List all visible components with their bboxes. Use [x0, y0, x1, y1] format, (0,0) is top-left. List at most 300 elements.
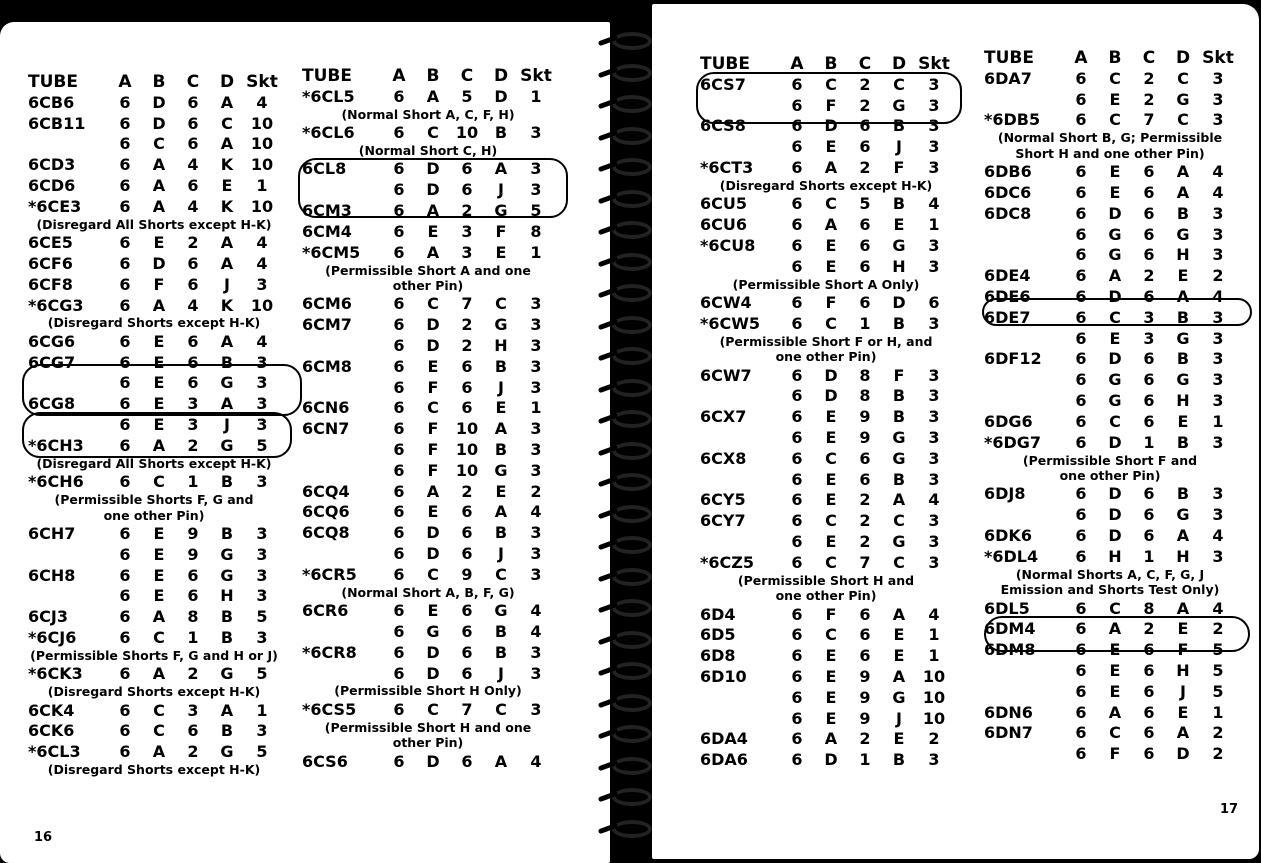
table-row [984, 369, 1236, 390]
spiral-ring [610, 345, 654, 367]
header-skt: Skt [520, 66, 552, 86]
cell-s: 2 [1212, 266, 1224, 286]
cell-d: J [896, 137, 902, 157]
cell-b: E [1109, 162, 1121, 182]
cell-s: 3 [256, 274, 268, 294]
cell-s: 4 [530, 751, 542, 771]
cell-a: 6 [1075, 287, 1087, 307]
cell-d: B [892, 750, 906, 770]
cell-b: C [1109, 307, 1121, 327]
cell-s: 3 [530, 663, 542, 683]
table-row [984, 224, 1236, 245]
header-d: D [493, 66, 509, 86]
tube-name: *6CE3 [28, 196, 82, 216]
table-row [984, 349, 1236, 370]
cell-c: 9 [859, 407, 871, 427]
cell-c: 6 [859, 116, 871, 136]
cell-c: 6 [1143, 162, 1155, 182]
cell-a: 6 [1075, 224, 1087, 244]
table-row [302, 86, 554, 107]
tube-name: 6CS7 [700, 74, 746, 94]
tube-name: *6CL3 [28, 742, 81, 762]
tube-name: 6DJ8 [984, 484, 1026, 504]
cell-c: 2 [1143, 266, 1155, 286]
cell-b: D [1108, 484, 1122, 504]
cell-s: 1 [530, 398, 542, 418]
cell-a: 6 [791, 95, 803, 115]
spiral-ring [610, 818, 654, 840]
cell-d: G [892, 95, 906, 115]
tube-name: 6CN7 [302, 419, 350, 439]
cell-b: D [1108, 505, 1122, 525]
cell-c: 2 [187, 664, 199, 684]
cell-b: E [153, 544, 165, 564]
cell-a: 6 [791, 158, 803, 178]
table-row [302, 439, 554, 460]
tube-name: 6CK6 [28, 721, 75, 741]
cell-b: E [427, 356, 439, 376]
header-skt: Skt [1202, 48, 1234, 68]
cell-b: G [426, 621, 440, 641]
column-header [700, 52, 952, 74]
cell-c: 6 [187, 373, 199, 393]
tube-name: 6DM8 [984, 640, 1036, 660]
header-c: C [186, 72, 200, 92]
header-c: C [1142, 48, 1156, 68]
cell-c: 1 [1143, 546, 1155, 566]
table-row [302, 242, 554, 263]
cell-s: 3 [928, 511, 940, 531]
cell-a: 6 [791, 256, 803, 276]
tube-name: *6CL6 [302, 123, 355, 143]
cell-c: 6 [461, 544, 473, 564]
tube-name: 6D4 [700, 604, 736, 624]
cell-b: E [427, 601, 439, 621]
cell-d: A [892, 667, 906, 687]
tube-name: *6DL4 [984, 546, 1039, 566]
cell-a: 6 [393, 336, 405, 356]
tube-name: 6CM6 [302, 294, 352, 314]
cell-s: 4 [1212, 598, 1224, 618]
cell-s: 8 [530, 221, 542, 241]
table-row [984, 639, 1236, 660]
cell-c: 6 [187, 274, 199, 294]
cell-c: 2 [859, 158, 871, 178]
cell-d: E [893, 625, 905, 645]
header-tube: TUBE [700, 54, 750, 74]
cell-s: 10 [922, 667, 946, 687]
tube-name: 6CH7 [28, 523, 76, 543]
cell-a: 6 [119, 113, 131, 133]
cell-d: J [224, 274, 230, 294]
table-row [302, 564, 554, 585]
cell-b: F [825, 95, 837, 115]
tube-name: 6CD6 [28, 176, 76, 196]
cell-b: D [152, 113, 166, 133]
cell-b: C [427, 294, 439, 314]
cell-d: H [1176, 546, 1190, 566]
tube-name: 6DA7 [984, 68, 1032, 88]
spiral-ring [610, 534, 654, 556]
table-row [700, 749, 952, 770]
cell-s: 3 [1212, 391, 1224, 411]
cell-s: 3 [1212, 110, 1224, 130]
table-row [302, 751, 554, 772]
cell-a: 6 [119, 586, 131, 606]
cell-c: 8 [187, 607, 199, 627]
cell-d: G [494, 201, 508, 221]
cell-d: A [892, 490, 906, 510]
cell-b: F [153, 274, 165, 294]
tube-note: (Permissible Short H and one other Pin) [324, 719, 532, 751]
cell-b: C [825, 313, 837, 333]
cell-d: B [494, 523, 508, 543]
header-d: D [1175, 48, 1191, 68]
cell-a: 6 [119, 721, 131, 741]
cell-a: 6 [393, 621, 405, 641]
spiral-ring [610, 282, 654, 304]
cell-c: 7 [461, 699, 473, 719]
cell-a: 6 [119, 373, 131, 393]
cell-c: 6 [461, 159, 473, 179]
cell-c: 9 [859, 667, 871, 687]
cell-d: C [893, 511, 905, 531]
cell-d: B [220, 607, 234, 627]
cell-c: 6 [1143, 391, 1155, 411]
cell-s: 3 [928, 469, 940, 489]
tube-name: 6CM4 [302, 221, 352, 241]
cell-b: E [825, 137, 837, 157]
cell-b: D [1108, 526, 1122, 546]
cell-d: G [892, 448, 906, 468]
cell-a: 6 [1075, 661, 1087, 681]
cell-s: 3 [1212, 370, 1224, 390]
cell-s: 3 [256, 586, 268, 606]
header-b: B [824, 54, 838, 74]
cell-a: 6 [1075, 349, 1087, 369]
cell-b: A [426, 481, 440, 501]
cell-d: B [892, 116, 906, 136]
cell-b: D [426, 159, 440, 179]
cell-s: 3 [1212, 224, 1224, 244]
cell-b: E [1109, 661, 1121, 681]
cell-d: E [893, 215, 905, 235]
tube-name: 6DL5 [984, 598, 1030, 618]
cell-c: 2 [859, 729, 871, 749]
cell-b: D [152, 92, 166, 112]
spiral-ring [610, 156, 654, 178]
cell-a: 6 [791, 74, 803, 94]
tube-name: *6DB5 [984, 110, 1041, 130]
header-a: A [1074, 48, 1088, 68]
table-row [302, 200, 554, 221]
cell-s: 5 [256, 607, 268, 627]
cell-c: 6 [1143, 723, 1155, 743]
table-row [984, 681, 1236, 702]
cell-s: 3 [530, 123, 542, 143]
cell-d: A [1176, 162, 1190, 182]
tube-name: 6CW7 [700, 365, 752, 385]
tube-name: 6CX7 [700, 407, 747, 427]
spiral-ring [610, 377, 654, 399]
cell-c: 6 [461, 663, 473, 683]
cell-s: 4 [1212, 287, 1224, 307]
cell-a: 6 [1075, 702, 1087, 722]
cell-d: E [1177, 702, 1189, 722]
cell-c: 3 [461, 221, 473, 241]
tube-note: (Permissible Short F or H, and one other Pin) [719, 333, 933, 365]
cell-a: 6 [119, 253, 131, 273]
table-row [28, 523, 280, 544]
cell-b: A [824, 215, 838, 235]
cell-b: C [427, 398, 439, 418]
cell-d: J [498, 663, 504, 683]
tube-name: 6CN6 [302, 398, 350, 418]
cell-c: 6 [1143, 411, 1155, 431]
table-row [984, 723, 1236, 744]
cell-a: 6 [119, 627, 131, 647]
cell-s: 3 [928, 532, 940, 552]
cell-b: C [1109, 68, 1121, 88]
cell-c: 6 [1143, 245, 1155, 265]
cell-b: E [153, 373, 165, 393]
table-row [28, 92, 280, 113]
cell-a: 6 [791, 137, 803, 157]
cell-a: 6 [119, 472, 131, 492]
cell-s: 5 [1212, 640, 1224, 660]
table-row [302, 481, 554, 502]
column-header [28, 70, 280, 92]
cell-d: G [220, 565, 234, 585]
header-tube: TUBE [28, 72, 78, 92]
cell-b: D [1108, 203, 1122, 223]
cell-b: D [824, 365, 838, 385]
cell-b: E [825, 428, 837, 448]
cell-d: J [498, 377, 504, 397]
cell-d: B [1176, 349, 1190, 369]
tube-name: 6CB6 [28, 92, 75, 112]
cell-s: 4 [256, 233, 268, 253]
cell-s: 3 [530, 159, 542, 179]
cell-d: F [495, 221, 507, 241]
tube-name: 6DB6 [984, 162, 1032, 182]
table-row [302, 122, 554, 143]
table-row [28, 700, 280, 721]
cell-s: 3 [928, 95, 940, 115]
cell-d: B [892, 407, 906, 427]
cell-c: 6 [461, 356, 473, 376]
table-row [28, 196, 280, 217]
cell-d: A [1176, 598, 1190, 618]
cell-s: 3 [928, 158, 940, 178]
cell-c: 6 [187, 721, 199, 741]
cell-d: G [494, 315, 508, 335]
table-row [302, 294, 554, 315]
cell-c: 1 [187, 472, 199, 492]
cell-a: 6 [1075, 546, 1087, 566]
cell-s: 1 [1212, 702, 1224, 722]
cell-d: B [494, 356, 508, 376]
cell-a: 6 [393, 419, 405, 439]
tube-note: (Permissible Short H Only) [334, 683, 522, 699]
cell-d: D [892, 293, 906, 313]
cell-d: G [1176, 224, 1190, 244]
cell-a: 6 [1075, 744, 1087, 764]
cell-b: E [153, 352, 165, 372]
cell-c: 2 [461, 315, 473, 335]
cell-a: 6 [393, 221, 405, 241]
table-row [28, 544, 280, 565]
table-row [984, 390, 1236, 411]
table-row [302, 522, 554, 543]
cell-s: 3 [530, 180, 542, 200]
cell-c: 6 [1143, 484, 1155, 504]
cell-c: 1 [859, 313, 871, 333]
cell-c: 9 [859, 687, 871, 707]
spiral-ring [610, 188, 654, 210]
cell-a: 6 [791, 215, 803, 235]
table-row [302, 314, 554, 335]
tube-name: *6CT3 [700, 158, 754, 178]
table-row [984, 619, 1236, 640]
cell-s: 3 [928, 386, 940, 406]
table-row [700, 448, 952, 469]
table-row [28, 134, 280, 155]
cell-b: E [825, 708, 837, 728]
tube-note: (Disregard Shorts except H-K) [47, 315, 261, 331]
cell-c: 6 [1143, 505, 1155, 525]
table-row [700, 666, 952, 687]
cell-s: 4 [530, 601, 542, 621]
cell-b: D [1108, 432, 1122, 452]
table-row [984, 68, 1236, 89]
cell-b: E [153, 523, 165, 543]
cell-s: 1 [928, 625, 940, 645]
header-d: D [891, 54, 907, 74]
table-row [28, 352, 280, 373]
cell-s: 3 [256, 523, 268, 543]
cell-b: G [1108, 224, 1122, 244]
cell-d: A [494, 502, 508, 522]
table-row [28, 585, 280, 606]
cell-c: 3 [187, 700, 199, 720]
table-row [700, 708, 952, 729]
cell-d: G [494, 460, 508, 480]
table-row [700, 256, 952, 277]
cell-b: E [825, 687, 837, 707]
tube-note: (Disregard Shorts except H-K) [719, 177, 933, 193]
table-row [28, 274, 280, 295]
cell-c: 6 [187, 176, 199, 196]
cell-c: 2 [1143, 619, 1155, 639]
tube-name: 6CX8 [700, 448, 747, 468]
cell-b: E [153, 565, 165, 585]
table-row [302, 377, 554, 398]
cell-c: 7 [461, 294, 473, 314]
cell-b: F [427, 377, 439, 397]
table-row [302, 460, 554, 481]
cell-c: 6 [1143, 287, 1155, 307]
cell-a: 6 [393, 201, 405, 221]
cell-b: C [1109, 110, 1121, 130]
cell-s: 1 [256, 176, 268, 196]
cell-c: 6 [187, 586, 199, 606]
cell-b: F [825, 604, 837, 624]
cell-a: 6 [393, 460, 405, 480]
cell-c: 6 [1143, 183, 1155, 203]
cell-d: F [893, 365, 905, 385]
tube-name: 6CD3 [28, 155, 76, 175]
cell-c: 6 [187, 253, 199, 273]
tube-name: 6CM3 [302, 201, 352, 221]
tube-name: 6CY5 [700, 490, 746, 510]
cell-s: 6 [928, 293, 940, 313]
cell-b: E [153, 331, 165, 351]
tube-name: 6CK4 [28, 700, 75, 720]
cell-c: 2 [859, 511, 871, 531]
cell-b: E [1109, 183, 1121, 203]
table-row [28, 606, 280, 627]
cell-d: J [498, 180, 504, 200]
table-row [302, 159, 554, 180]
cell-a: 6 [119, 415, 131, 435]
table-column-1 [28, 70, 280, 778]
cell-c: 2 [1143, 68, 1155, 88]
table-row [28, 232, 280, 253]
table-row [700, 74, 952, 95]
cell-b: E [825, 490, 837, 510]
table-row [700, 292, 952, 313]
tube-name: 6CE5 [28, 233, 73, 253]
cell-s: 2 [1212, 744, 1224, 764]
cell-c: 4 [187, 295, 199, 315]
cell-c: 9 [461, 564, 473, 584]
cell-c: 9 [859, 428, 871, 448]
cell-d: H [494, 336, 508, 356]
cell-s: 4 [1212, 526, 1224, 546]
cell-s: 3 [928, 74, 940, 94]
cell-b: C [153, 134, 165, 154]
cell-a: 6 [1075, 505, 1087, 525]
cell-a: 6 [1075, 484, 1087, 504]
cell-a: 6 [119, 233, 131, 253]
cell-b: A [152, 196, 166, 216]
table-row [700, 313, 952, 334]
tube-name: 6DN6 [984, 702, 1033, 722]
tube-name: 6CJ3 [28, 607, 68, 627]
cell-s: 10 [250, 295, 274, 315]
cell-c: 2 [859, 74, 871, 94]
tube-name: 6CR6 [302, 601, 349, 621]
cell-d: B [494, 440, 508, 460]
cell-a: 6 [1075, 370, 1087, 390]
tube-name: 6CG8 [28, 394, 76, 414]
tube-name: 6DC8 [984, 203, 1032, 223]
cell-b: E [825, 235, 837, 255]
cell-s: 3 [530, 642, 542, 662]
cell-b: E [825, 469, 837, 489]
cell-s: 3 [928, 750, 940, 770]
header-b: B [1108, 48, 1122, 68]
table-row [700, 531, 952, 552]
tube-note: (Permissible Short F and one other Pin) [1022, 452, 1198, 484]
cell-b: A [426, 242, 440, 262]
cell-b: E [825, 256, 837, 276]
tube-name: 6DN7 [984, 723, 1033, 743]
header-skt: Skt [246, 72, 278, 92]
cell-d: G [892, 532, 906, 552]
table-row [700, 116, 952, 137]
